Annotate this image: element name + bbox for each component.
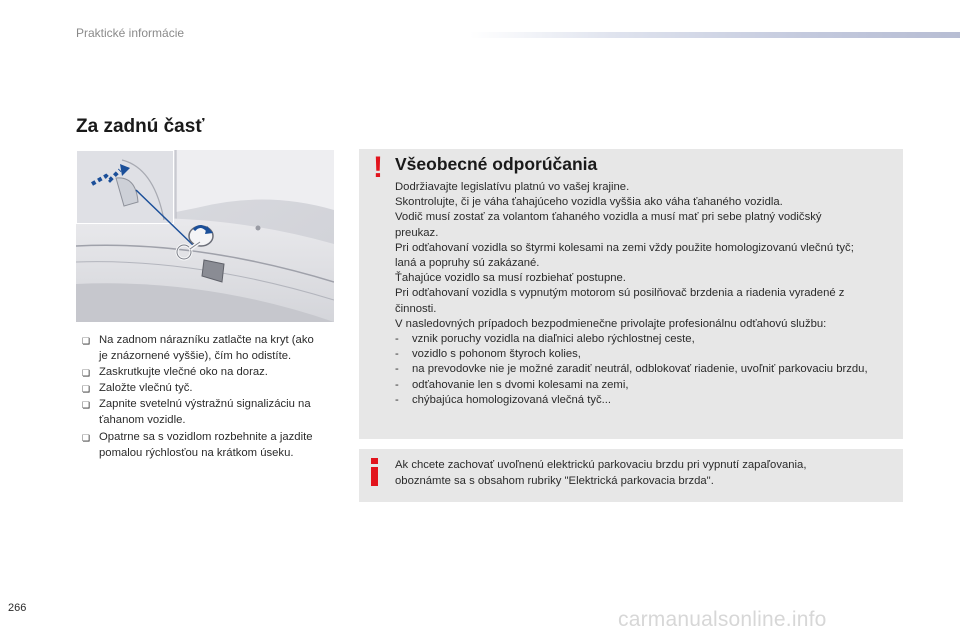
instruction-line: Opatrne sa s vozidlom rozbehnite a jazdite [99,430,313,443]
warning-line: Pri odťahovaní vozidla so štyrmi kolesami na zemi vždy použite homologizovanú vlečnú tyč; [395,241,854,254]
warning-line: Vodič musí zostať za volantom ťahaného vozidla a musí mať pri sebe platný vodičský [395,211,822,224]
instruction-line: pomalou rýchlosťou na krátkom úseku. [99,446,294,459]
section-label: Praktické informácie [76,26,185,40]
bullet-dash: - [395,393,399,406]
bullet-dash: - [395,348,399,361]
info-line: oboznámte sa s obsahom rubriky "Elektrická parkovacia brzda". [395,474,714,487]
warning-bullet [395,393,895,408]
header-decorative-bar [470,32,960,38]
warning-bullet-text: na prevodovke nie je možné zaradiť neutrál, odblokovať riadenie, uvoľniť parkovaciu brzdu, [412,363,868,376]
instruction-line: je znázornené vyššie), čím ho odistíte. [99,350,292,363]
instruction-item [82,396,344,428]
warning-bullet-text: vozidlo s pohonom štyroch kolies, [412,348,581,361]
warning-icon: ! [373,151,383,184]
info-box [359,449,903,502]
instruction-item [82,380,344,396]
checkbox-icon: ❏ [82,432,91,443]
warning-line: činnosti. [395,302,437,315]
tow-eye-illustration-drawing [76,150,334,322]
checkbox-icon: ❏ [82,400,91,411]
warning-line: Skontrolujte, či je váha ťahajúceho vozidla vyššia ako váha ťahaného vozidla. [395,196,783,209]
info-text [395,458,895,489]
warning-bullet [395,347,895,362]
instruction-line: Založte vlečnú tyč. [99,382,193,395]
checkbox-icon: ❏ [82,384,91,395]
instruction-line: Na zadnom nárazníku zatlačte na kryt (ako [99,334,314,346]
bullet-dash: - [395,333,399,346]
warning-title: Všeobecné odporúčania [395,154,598,174]
warning-bullet-text: odťahovanie len s dvomi kolesami na zemi, [412,378,629,391]
watermark: carmanualsonline.info [618,608,827,631]
page-number: 266 [8,602,27,614]
warning-bullet [395,332,895,347]
info-icon [367,457,383,487]
page-title: Za zadnú časť [76,116,205,137]
checkbox-icon: ❏ [82,336,91,346]
instruction-line: Zapnite svetelnú výstražnú signalizáciu na [99,398,311,411]
tow-eye-illustration [76,150,334,322]
instruction-item [82,332,344,364]
warning-line: laná a popruhy sú zakázané. [395,257,540,270]
warning-line: Dodržiavajte legislatívu platnú vo vašej krajine. [395,181,630,193]
warning-line: preukaz. [395,226,439,239]
warning-bullet [395,378,895,393]
instruction-item [82,429,344,461]
warning-bullet-text: vznik poruchy vozidla na diaľnici alebo rýchlostnej ceste, [412,333,695,346]
bullet-dash: - [395,363,399,376]
warning-line: Pri odťahovaní vozidla s vypnutým motorom sú posilňovač brzdenia a riadenia vyradené z [395,287,845,300]
warning-bullet-text: chýbajúca homologizovaná vlečná tyč... [412,393,612,406]
checkbox-icon: ❏ [82,368,91,379]
instruction-item [82,364,344,380]
warning-line: Ťahajúce vozidlo sa musí rozbiehať postupne. [395,272,626,285]
warning-line: V nasledovných prípadoch bezpodmienečne privolajte profesionálnu odťahovú službu: [395,317,827,330]
instruction-line: Zaskrutkujte vlečné oko na doraz. [99,366,268,379]
instruction-list [82,332,344,461]
info-line: Ak chcete zachovať uvoľnenú elektrickú parkovaciu brzdu pri vypnutí zapaľovania, [395,459,807,471]
warning-box [359,149,903,439]
warning-body [395,180,895,408]
bullet-dash: - [395,378,399,391]
warning-bullet [395,362,895,377]
instruction-line: ťahanom vozidle. [99,414,186,427]
